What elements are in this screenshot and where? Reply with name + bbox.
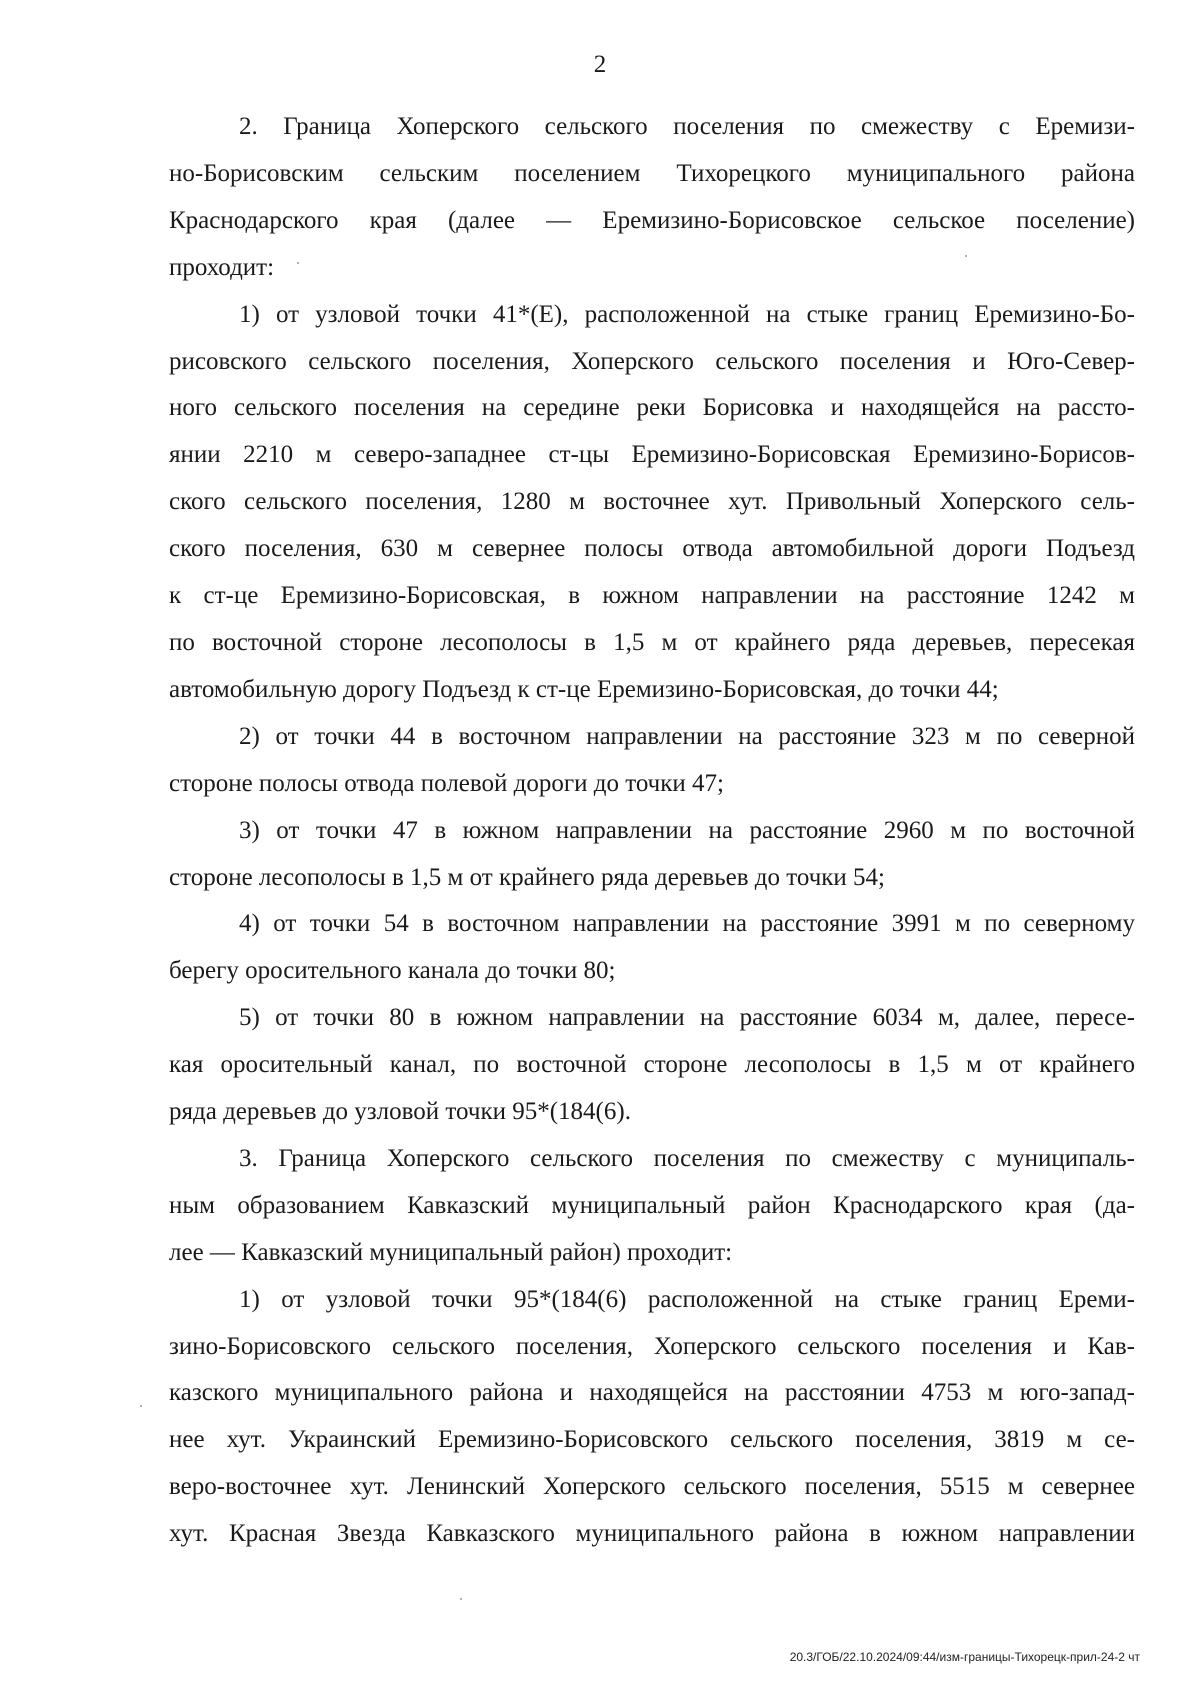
paragraph-section-3-item-1 xyxy=(169,1277,1135,1558)
text-line: 1) от узловой точки 95*(184(6) расположенной на стыке границ Ереми- xyxy=(239,1285,1135,1313)
paragraph-item-1 xyxy=(169,292,1135,714)
text-line: ряда деревьев до узловой точки 95*(184(6). xyxy=(169,1098,631,1126)
text-line: но-Борисовским сельским поселением Тихорецкого муниципального района xyxy=(169,159,1135,187)
paragraph-section-3 xyxy=(169,1136,1135,1277)
text-line: 3. Граница Хоперского сельского поселения по смежеству с муниципаль- xyxy=(239,1144,1135,1172)
text-line: рисовского сельского поселения, Хоперского сельского поселения и Юго-Север- xyxy=(169,347,1135,375)
text-line: янии 2210 м северо-западнее ст-цы Еремизино-Борисовская Еремизино-Борисов- xyxy=(169,441,1135,469)
text-line: 4) от точки 54 в восточном направлении на расстояние 3991 м по северному xyxy=(239,910,1135,938)
text-line: нее хут. Украинский Еремизино-Борисовского сельского поселения, 3819 м се- xyxy=(169,1426,1135,1454)
text-line: автомобильную дорогу Подъезд к ст-це Еремизино-Борисовская, до точки 44; xyxy=(169,675,999,703)
text-line: казского муниципального района и находящейся на расстоянии 4753 м юго-запад- xyxy=(169,1379,1135,1407)
text-line: ным образованием Кавказский муниципальный район Краснодарского края (да- xyxy=(169,1191,1135,1219)
paragraph-item-5 xyxy=(169,995,1135,1136)
text-line: Краснодарского края (далее — Еремизино-Борисовское сельское поселение) xyxy=(169,206,1135,234)
document-footer-stamp: 20.3/ГОБ/22.10.2024/09:44/изм-границы-Тихорецк-прил-24-2 чт xyxy=(789,1650,1140,1664)
text-line: 3) от точки 47 в южном направлении на расстояние 2960 м по восточной xyxy=(239,816,1135,844)
text-line: хут. Красная Звезда Кавказского муниципального района в южном направлении xyxy=(169,1520,1135,1548)
text-line: ского поселения, 630 м севернее полосы отвода автомобильной дороги Подъезд xyxy=(169,535,1135,563)
text-line: 1) от узловой точки 41*(Е), расположенной на стыке границ Еремизино-Бо- xyxy=(239,300,1135,328)
text-line: кая оросительный канал, по восточной стороне лесополосы в 1,5 м от крайнего xyxy=(169,1051,1135,1079)
paragraph-item-3 xyxy=(169,808,1135,902)
text-line: по восточной стороне лесополосы в 1,5 м от крайнего ряда деревьев, пересекая xyxy=(169,628,1135,656)
text-line: лее — Кавказский муниципальный район) проходит: xyxy=(169,1238,733,1266)
scan-speck xyxy=(460,1598,462,1600)
scan-speck xyxy=(297,262,299,264)
paragraph-item-4 xyxy=(169,901,1135,995)
text-line: стороне лесополосы в 1,5 м от крайнего ряда деревьев до точки 54; xyxy=(169,863,885,891)
scan-speck xyxy=(965,255,967,257)
text-line: веро-восточнее хут. Ленинский Хоперского сельского поселения, 5515 м севернее xyxy=(169,1473,1135,1501)
text-line: 2) от точки 44 в восточном направлении на расстояние 323 м по северной xyxy=(239,722,1135,750)
paragraph-item-2 xyxy=(169,714,1135,808)
paragraph-section-2 xyxy=(169,104,1135,292)
text-line: берегу оросительного канала до точки 80; xyxy=(169,957,616,985)
page-number: 2 xyxy=(593,51,607,78)
text-line: к ст-це Еремизино-Борисовская, в южном направлении на расстояние 1242 м xyxy=(169,582,1135,610)
scan-speck xyxy=(140,1405,142,1407)
text-line: 5) от точки 80 в южном направлении на расстояние 6034 м, далее, пересе- xyxy=(239,1004,1135,1032)
text-line: ского сельского поселения, 1280 м восточнее хут. Привольный Хоперского сель- xyxy=(169,488,1135,516)
document-body xyxy=(169,104,1135,1558)
text-line: стороне полосы отвода полевой дороги до точки 47; xyxy=(169,769,724,797)
text-line: ного сельского поселения на середине реки Борисовка и находящейся на рассто- xyxy=(169,394,1135,422)
text-line: проходит: xyxy=(169,253,275,281)
text-line: зино-Борисовского сельского поселения, Хоперского сельского поселения и Кав- xyxy=(169,1332,1135,1360)
text-line: 2. Граница Хоперского сельского поселения по смежеству с Еремизи- xyxy=(239,113,1135,140)
